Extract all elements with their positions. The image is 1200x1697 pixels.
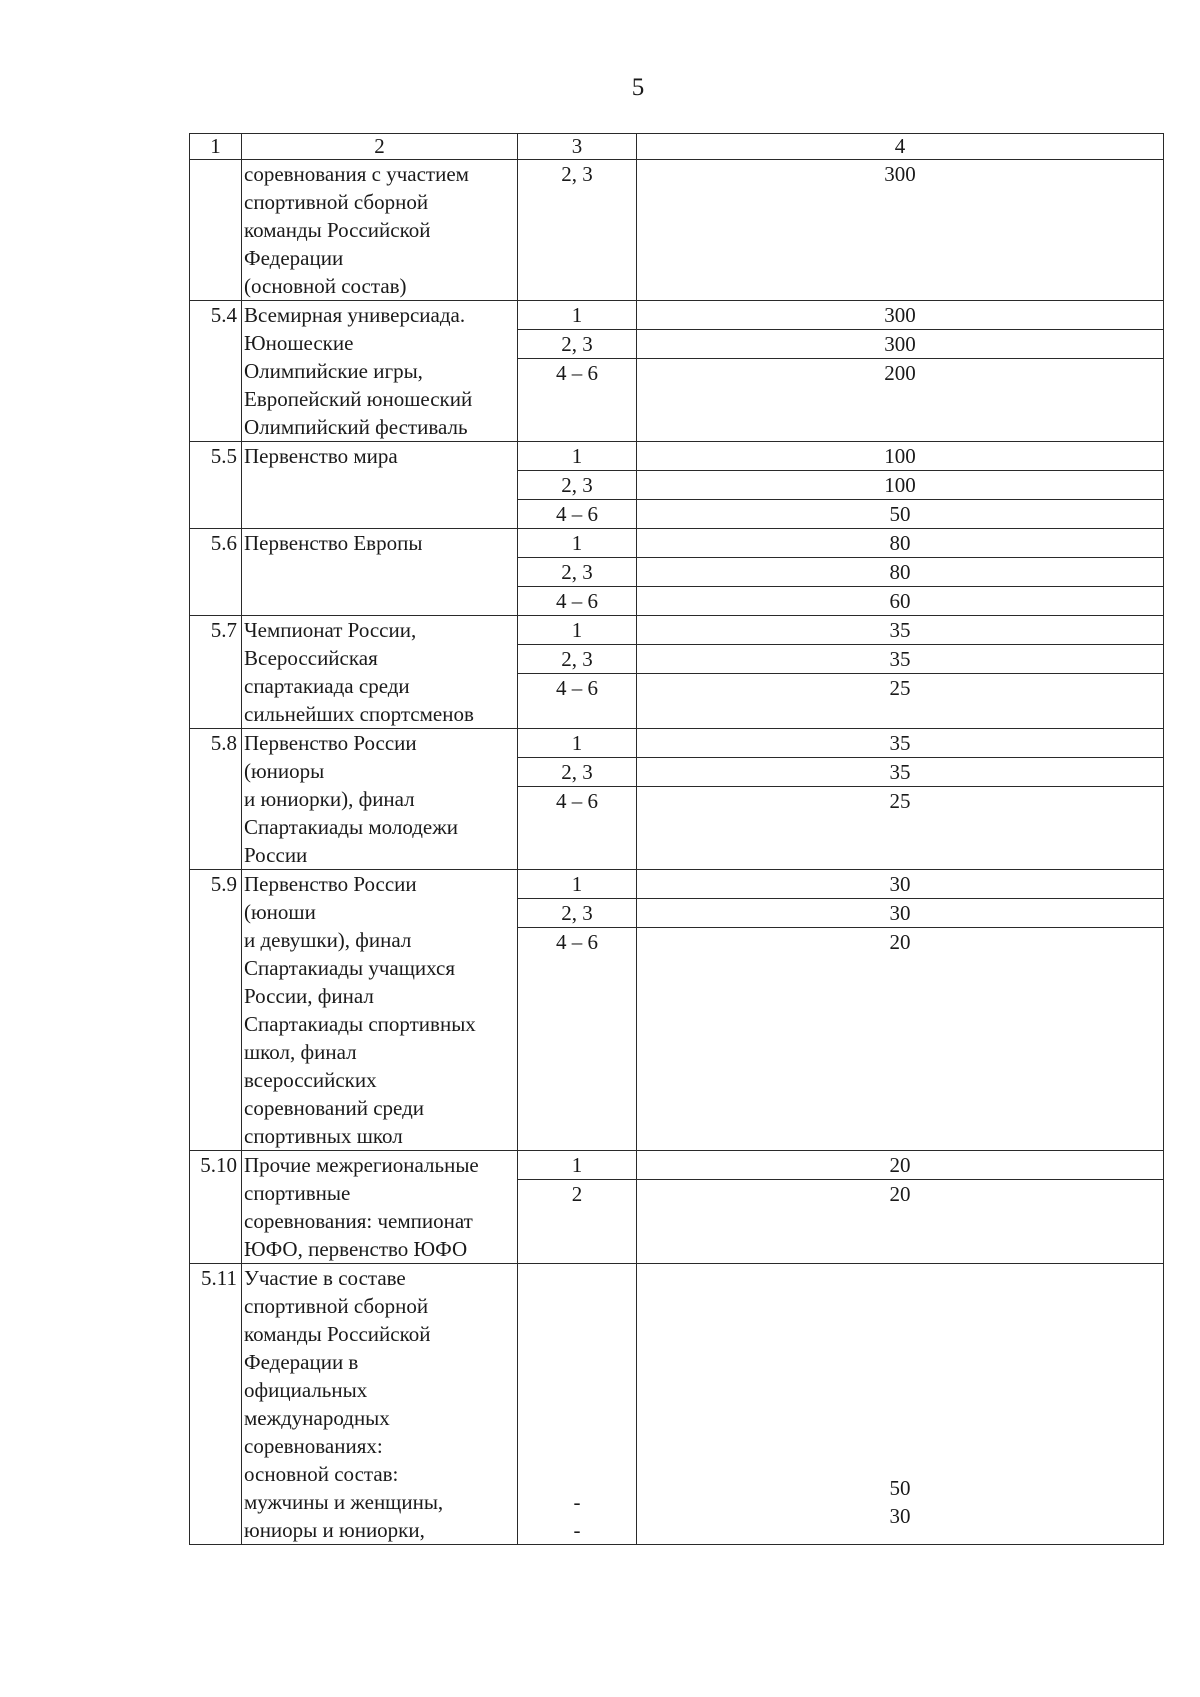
header-col-3: 3 [518, 134, 637, 160]
name-line: спортивные [244, 1181, 351, 1205]
points-cell [637, 729, 1164, 870]
places-cell [518, 301, 637, 442]
header-col-1: 1 [190, 134, 242, 160]
points-value: 20 [637, 1151, 1163, 1180]
place-value: 1 [518, 442, 636, 471]
place-value: 2, 3 [518, 758, 636, 787]
competition-name [242, 529, 518, 616]
points-cell [637, 616, 1164, 729]
points-value: 300 [637, 301, 1163, 330]
name-line: Всероссийская [244, 646, 378, 670]
name-line: юниоры и юниорки, [244, 1518, 425, 1542]
name-line: и юниорки), финал [244, 787, 415, 811]
name-line: Всемирная универсиада. [244, 303, 466, 327]
points-value: 80 [637, 529, 1163, 558]
place-value: - [573, 1490, 581, 1514]
name-line: России, финал [244, 984, 374, 1008]
points-value: 35 [637, 729, 1163, 758]
page-number: 5 [631, 74, 645, 101]
place-value: 1 [518, 529, 636, 558]
table-row [190, 870, 1164, 1151]
row-number: 5.4 [190, 301, 242, 442]
header-col-2: 2 [242, 134, 518, 160]
name-line: Федерации [244, 246, 344, 270]
points-value: 20 [889, 1182, 911, 1206]
competition-name [242, 1264, 518, 1545]
name-line: спортивной сборной [244, 1294, 429, 1318]
table-row [190, 729, 1164, 870]
points-cell [637, 301, 1164, 442]
name-line: (юноши [244, 900, 316, 924]
name-line: Участие в составе [244, 1266, 406, 1290]
competition-name [242, 870, 518, 1151]
name-line: соревнований среди [244, 1096, 425, 1120]
points-value: 60 [889, 589, 911, 613]
points-value: 35 [637, 616, 1163, 645]
name-line: соревнования: чемпионат [244, 1209, 473, 1233]
place-value: 2, 3 [518, 645, 636, 674]
points-cell [637, 870, 1164, 1151]
name-line: соревнования с участием [244, 162, 469, 186]
row-number: 5.11 [190, 1264, 242, 1545]
points-value: 20 [889, 930, 911, 954]
points-value: 300 [637, 330, 1163, 359]
row-number: 5.6 [190, 529, 242, 616]
name-line: Первенство России [244, 731, 417, 755]
places-cell [518, 160, 637, 301]
points-value: 25 [889, 676, 911, 700]
points-value: 30 [637, 870, 1163, 899]
place-value: 4 – 6 [556, 930, 598, 954]
points-value: 80 [637, 558, 1163, 587]
competition-name [242, 160, 518, 301]
points-value: 100 [637, 471, 1163, 500]
name-line: России [244, 843, 308, 867]
name-line: Спартакиады учащихся [244, 956, 456, 980]
name-line: команды Российской [244, 1322, 431, 1346]
place-value: 2 [571, 1182, 583, 1206]
places-cell [518, 442, 637, 529]
points-cell [637, 160, 1164, 301]
name-line: школ, финал [244, 1040, 357, 1064]
place-value: 4 – 6 [556, 676, 598, 700]
place-value: 1 [518, 301, 636, 330]
table-row [190, 1264, 1164, 1545]
competition-name [242, 1151, 518, 1264]
header-col-4: 4 [637, 134, 1164, 160]
name-line: всероссийских [244, 1068, 377, 1092]
name-line: Чемпионат России, [244, 618, 417, 642]
points-cell [637, 529, 1164, 616]
table-row [190, 616, 1164, 729]
table-row [190, 160, 1164, 301]
places-cell [518, 529, 637, 616]
table-row [190, 301, 1164, 442]
places-cell [518, 1264, 637, 1545]
table-row [190, 442, 1164, 529]
place-value: 1 [518, 1151, 636, 1180]
place-value: 4 – 6 [556, 789, 598, 813]
place-value: 1 [518, 616, 636, 645]
place-value: 2, 3 [561, 162, 593, 186]
row-number [190, 160, 242, 301]
name-line: (юниоры [244, 759, 325, 783]
name-line: Первенство мира [244, 444, 398, 468]
points-value: 35 [637, 758, 1163, 787]
name-line: Спартакиады спортивных [244, 1012, 476, 1036]
place-value: 1 [518, 729, 636, 758]
name-line: спортивных школ [244, 1124, 403, 1148]
points-value: 50 [889, 1476, 911, 1500]
points-value: 50 [889, 502, 911, 526]
row-number: 5.8 [190, 729, 242, 870]
points-value: 200 [884, 361, 916, 385]
points-value: 100 [637, 442, 1163, 471]
competition-name [242, 301, 518, 442]
places-cell [518, 729, 637, 870]
place-value: 2, 3 [518, 558, 636, 587]
points-value: 30 [889, 1504, 911, 1528]
places-cell [518, 616, 637, 729]
name-line: Федерации в [244, 1350, 359, 1374]
row-number: 5.7 [190, 616, 242, 729]
name-line: команды Российской [244, 218, 431, 242]
points-value: 35 [637, 645, 1163, 674]
table-row [190, 529, 1164, 616]
points-table [189, 133, 1164, 1545]
competition-name [242, 729, 518, 870]
points-cell [637, 442, 1164, 529]
name-line: Европейский юношеский [244, 387, 473, 411]
place-value: - [573, 1518, 581, 1542]
name-line: Спартакиады молодежи [244, 815, 458, 839]
points-value: 300 [884, 162, 916, 186]
competition-name [242, 442, 518, 529]
name-line: сильнейших спортсменов [244, 702, 474, 726]
table-header-row [190, 134, 1164, 160]
name-line: соревнованиях: [244, 1434, 383, 1458]
place-value: 4 – 6 [556, 361, 598, 385]
place-value: 2, 3 [518, 899, 636, 928]
competition-name [242, 616, 518, 729]
points-value: 25 [889, 789, 911, 813]
place-value: 1 [518, 870, 636, 899]
places-cell [518, 870, 637, 1151]
name-line: официальных [244, 1378, 368, 1402]
name-line: ЮФО, первенство ЮФО [244, 1237, 468, 1261]
name-line: Первенство России [244, 872, 417, 896]
points-cell [637, 1264, 1164, 1545]
name-line: Первенство Европы [244, 531, 423, 555]
name-line: (основной состав) [244, 274, 407, 298]
place-value: 2, 3 [518, 330, 636, 359]
place-value: 4 – 6 [556, 589, 598, 613]
row-number: 5.5 [190, 442, 242, 529]
name-line: международных [244, 1406, 390, 1430]
row-number: 5.10 [190, 1151, 242, 1264]
points-value: 30 [637, 899, 1163, 928]
place-value: 2, 3 [518, 471, 636, 500]
name-line: мужчины и женщины, [244, 1490, 444, 1514]
name-line: Прочие межрегиональные [244, 1153, 479, 1177]
places-cell [518, 1151, 637, 1264]
points-cell [637, 1151, 1164, 1264]
name-line: основной состав: [244, 1462, 399, 1486]
name-line: Олимпийские игры, [244, 359, 423, 383]
table-row [190, 1151, 1164, 1264]
name-line: спартакиада среди [244, 674, 410, 698]
place-value: 4 – 6 [556, 502, 598, 526]
row-number: 5.9 [190, 870, 242, 1151]
name-line: спортивной сборной [244, 190, 429, 214]
name-line: Юношеские [244, 331, 354, 355]
name-line: и девушки), финал [244, 928, 412, 952]
name-line: Олимпийский фестиваль [244, 415, 468, 439]
